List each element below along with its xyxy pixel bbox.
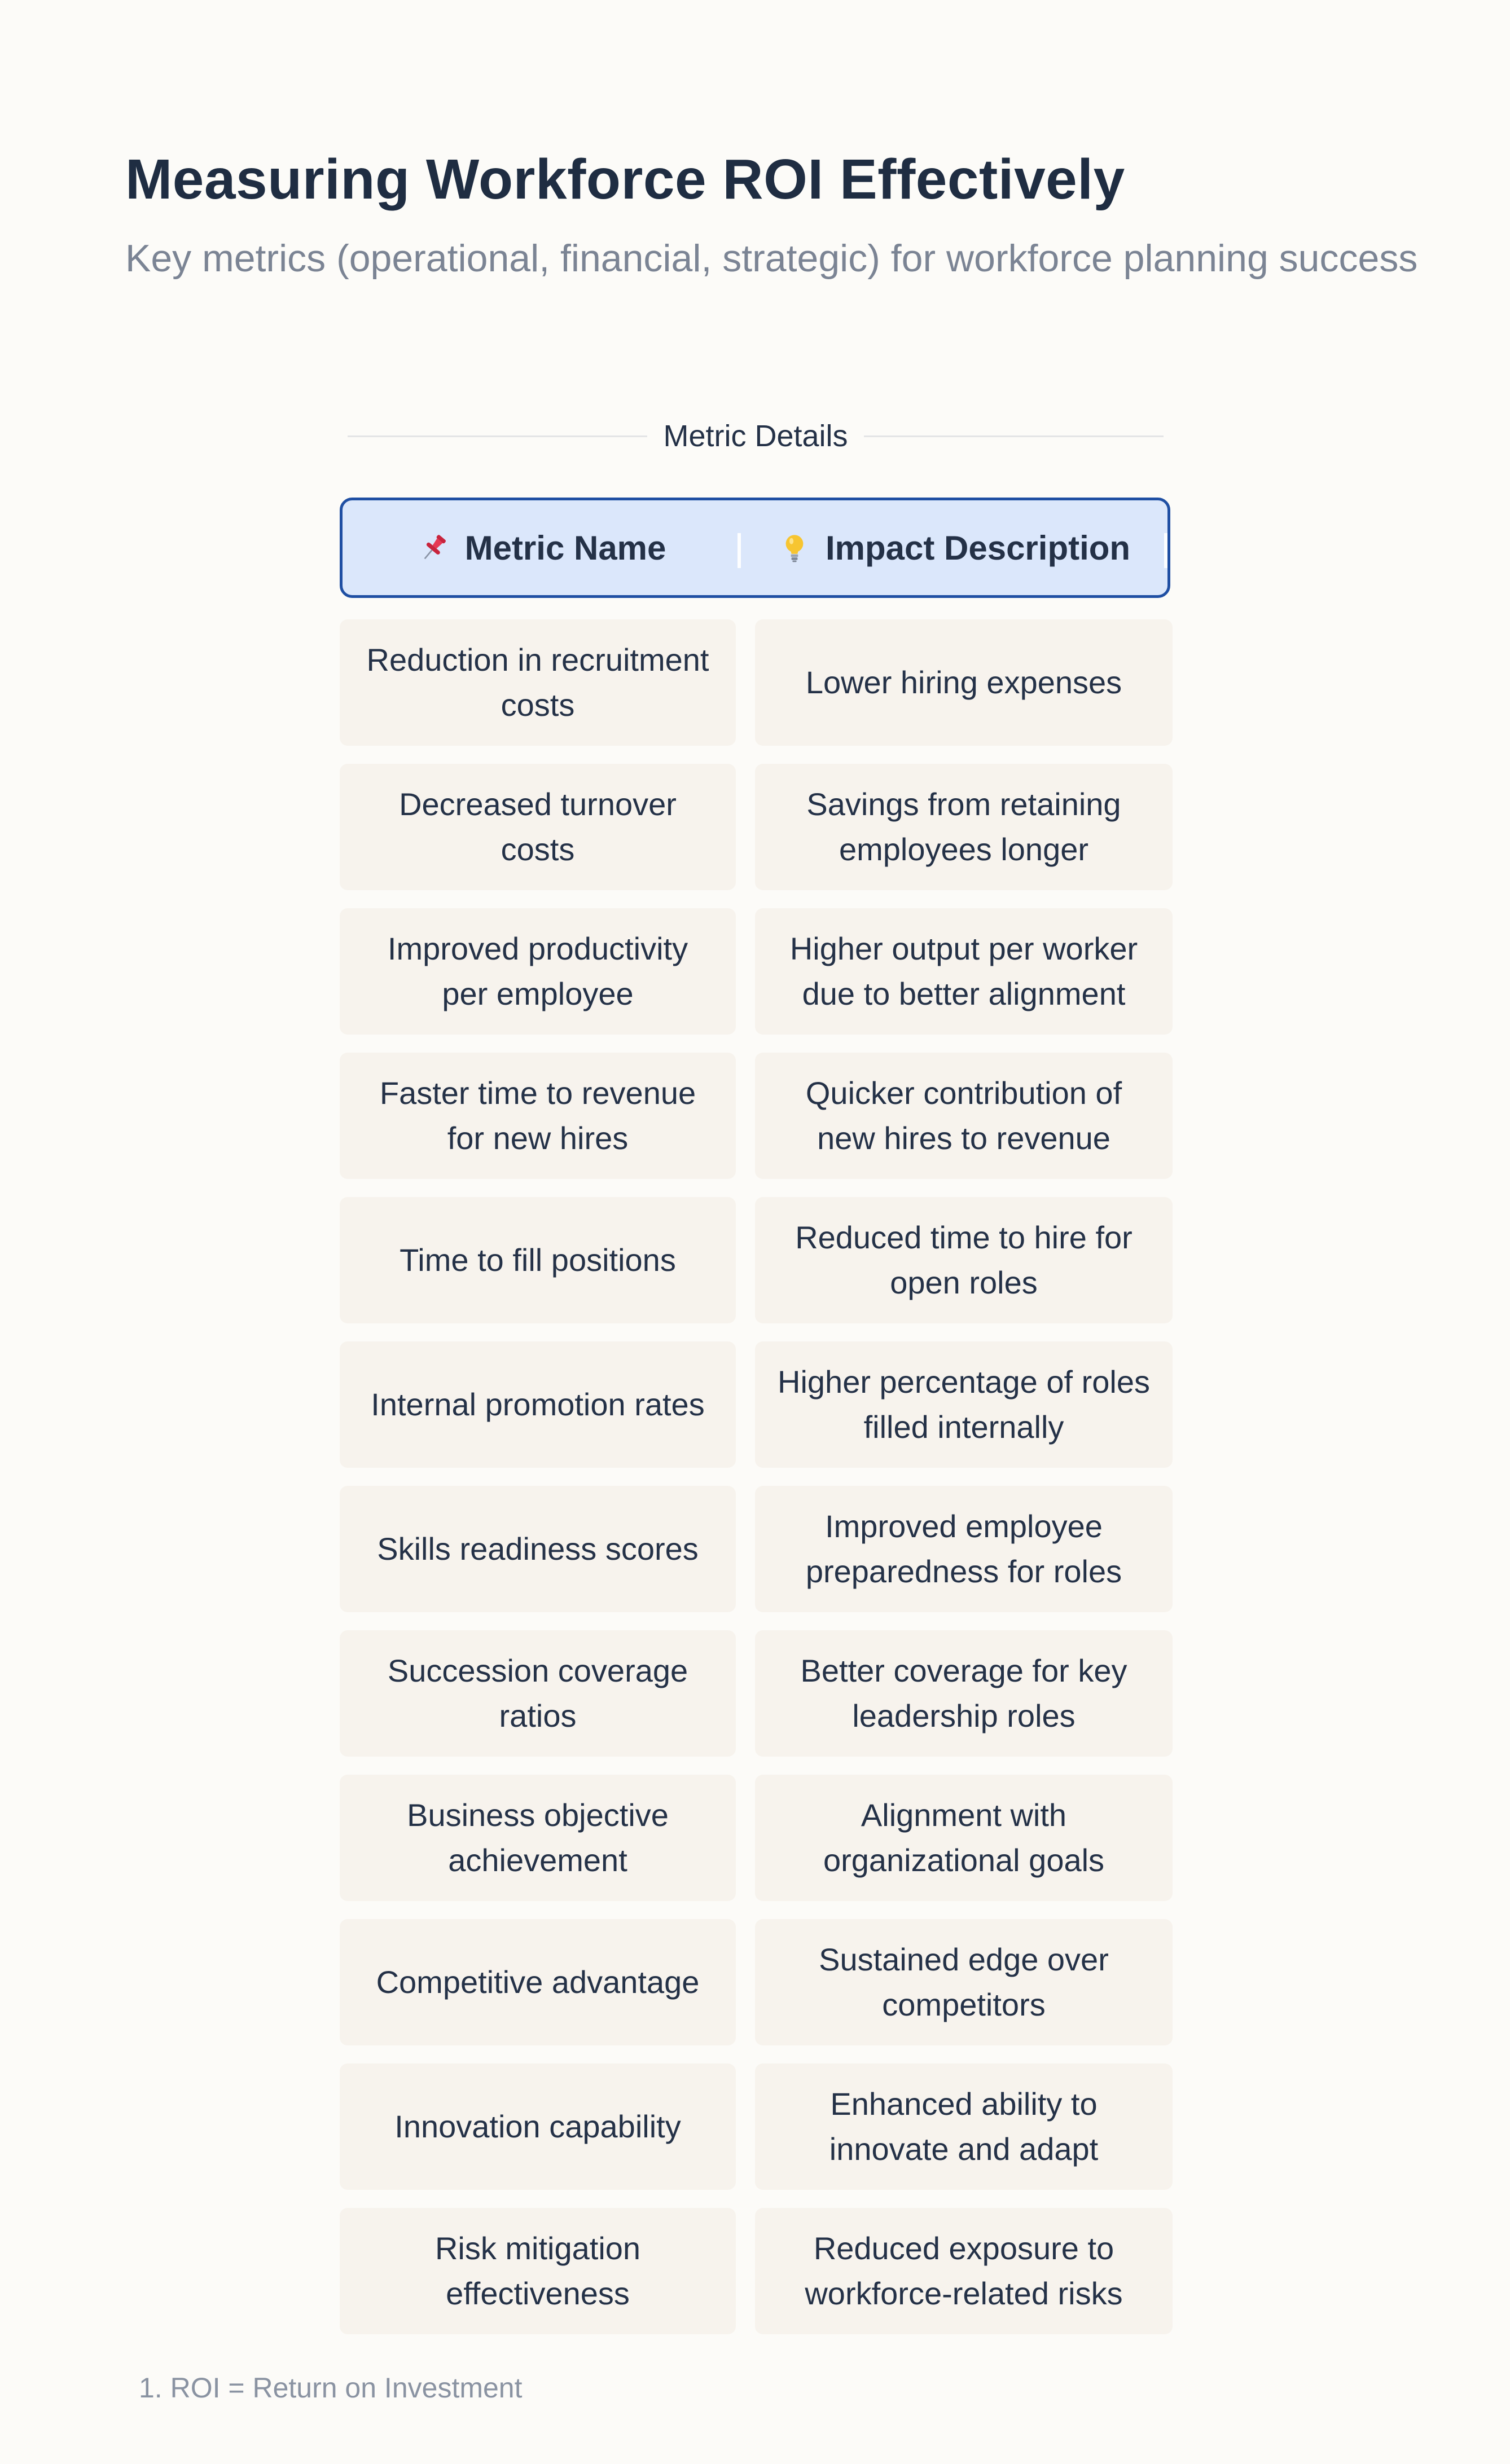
impact-description-cell: Lower hiring expenses <box>755 619 1173 746</box>
table-row <box>340 1919 1173 2045</box>
table-row <box>340 1053 1173 1179</box>
metric-name-cell: Risk mitigation effectiveness <box>340 2208 736 2334</box>
column-header-metric-name <box>343 500 741 595</box>
impact-description-cell: Improved employee preparedness for roles <box>755 1486 1173 1612</box>
impact-description-cell: Higher output per worker due to better alignment <box>755 908 1173 1035</box>
table-row <box>340 1197 1173 1323</box>
metric-name-cell: Faster time to revenue for new hires <box>340 1053 736 1179</box>
section-label: Metric Details <box>663 419 848 453</box>
divider-left <box>348 435 647 437</box>
footnote: 1. ROI = Return on Investment <box>139 2372 523 2404</box>
metric-name-cell: Reduction in recruitment costs <box>340 619 736 746</box>
table-row <box>340 2208 1173 2334</box>
metric-name-cell: Innovation capability <box>340 2063 736 2190</box>
table-header <box>340 498 1170 598</box>
metric-name-cell: Succession coverage ratios <box>340 1630 736 1757</box>
metric-name-cell: Competitive advantage <box>340 1919 736 2045</box>
impact-description-cell: Enhanced ability to innovate and adapt <box>755 2063 1173 2190</box>
impact-description-cell: Savings from retaining employees longer <box>755 764 1173 890</box>
page-title: Measuring Workforce ROI Effectively <box>125 148 1125 211</box>
metric-name-cell: Internal promotion rates <box>340 1341 736 1468</box>
impact-description-cell: Better coverage for key leadership roles <box>755 1630 1173 1757</box>
table-row <box>340 1630 1173 1757</box>
impact-description-cell: Reduced exposure to workforce-related risks <box>755 2208 1173 2334</box>
impact-description-cell: Higher percentage of roles filled internally <box>755 1341 1173 1468</box>
pushpin-icon <box>418 531 450 564</box>
impact-description-cell: Alignment with organizational goals <box>755 1775 1173 1901</box>
table-row <box>340 2063 1173 2190</box>
column-header-label: Metric Name <box>464 529 666 567</box>
divider-right <box>864 435 1164 437</box>
table-row <box>340 764 1173 890</box>
metrics-table-body <box>340 619 1173 2352</box>
table-row <box>340 908 1173 1035</box>
metric-name-cell: Time to fill positions <box>340 1197 736 1323</box>
impact-description-cell: Sustained edge over competitors <box>755 1919 1173 2045</box>
section-header <box>348 412 1164 460</box>
metric-name-cell: Business objective achievement <box>340 1775 736 1901</box>
metric-name-cell: Decreased turnover costs <box>340 764 736 890</box>
table-row <box>340 1341 1173 1468</box>
column-header-label: Impact Description <box>825 529 1131 567</box>
page-subtitle: Key metrics (operational, financial, strategic) for workforce planning success <box>125 237 1418 280</box>
metric-name-cell: Improved productivity per employee <box>340 908 736 1035</box>
column-header-impact-description <box>741 500 1167 595</box>
impact-description-cell: Quicker contribution of new hires to revenue <box>755 1053 1173 1179</box>
table-row <box>340 619 1173 746</box>
table-row <box>340 1486 1173 1612</box>
table-row <box>340 1775 1173 1901</box>
lightbulb-icon <box>778 531 811 564</box>
metric-name-cell: Skills readiness scores <box>340 1486 736 1612</box>
impact-description-cell: Reduced time to hire for open roles <box>755 1197 1173 1323</box>
